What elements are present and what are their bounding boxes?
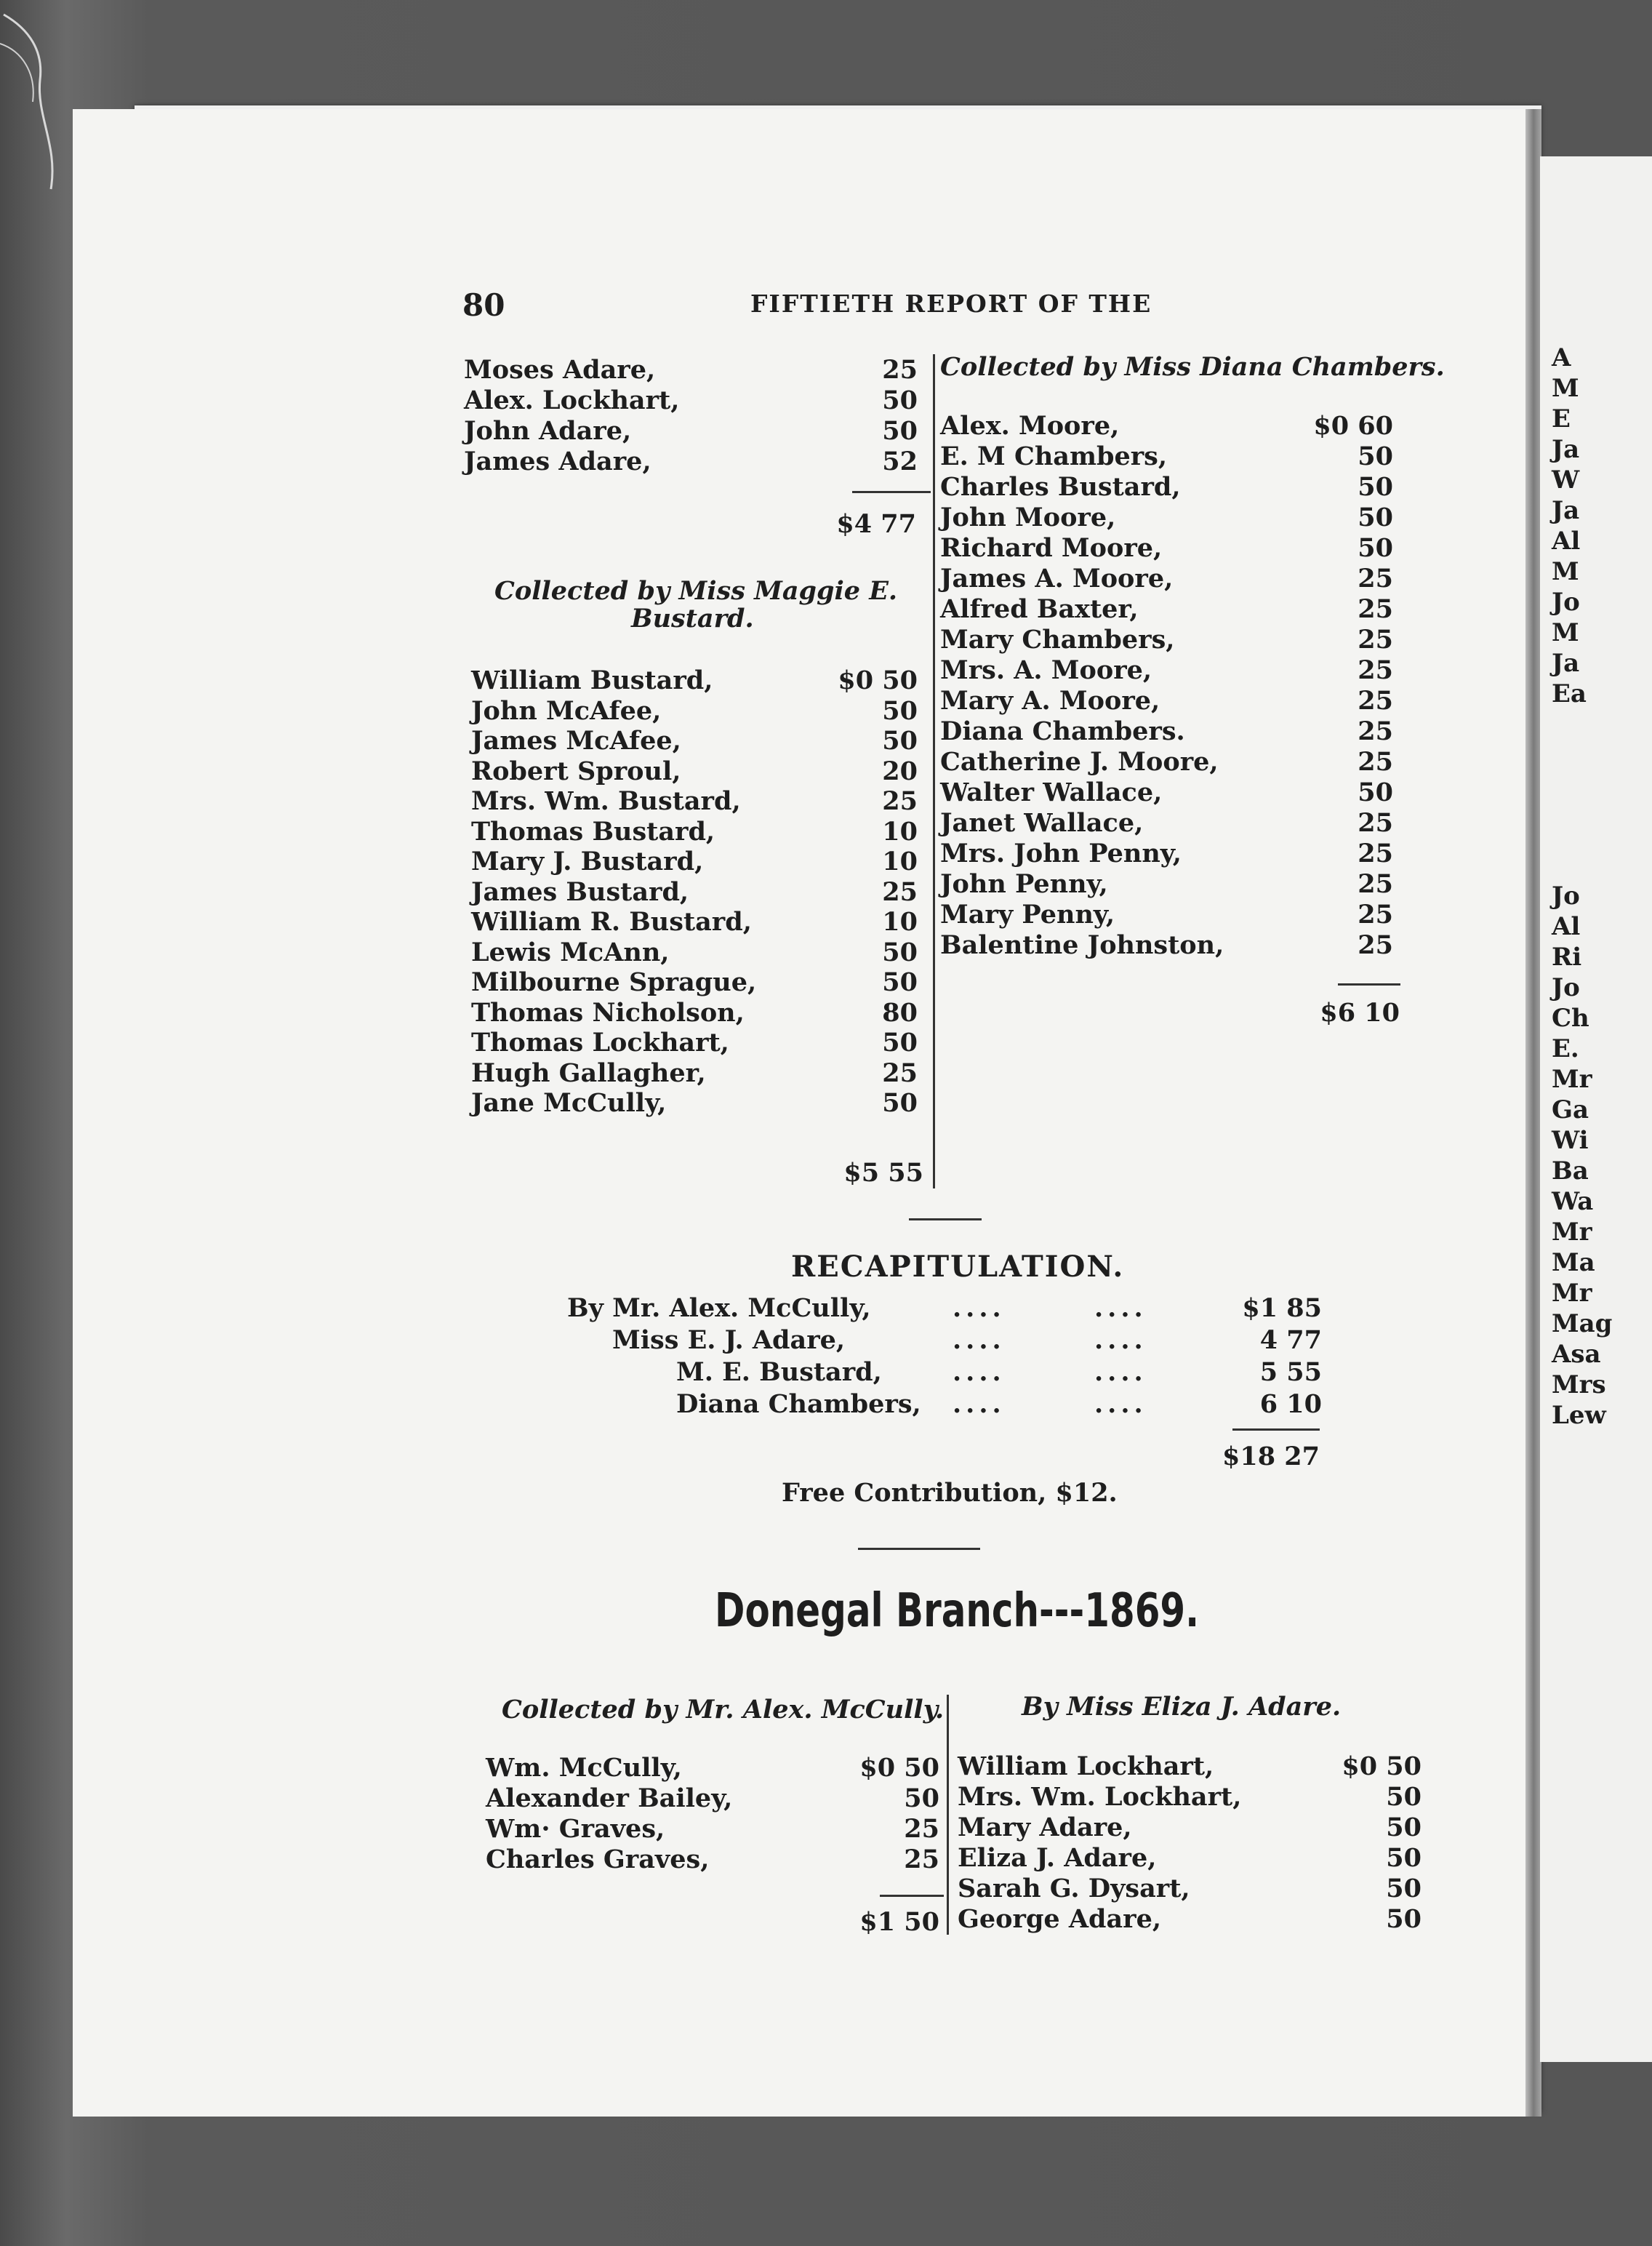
entry-amount: 20 — [882, 756, 918, 786]
entry-amount: 50 — [882, 967, 918, 997]
entry-name: William Lockhart, — [958, 1751, 1214, 1781]
entry-name: Mrs. A. Moore, — [940, 655, 1152, 685]
entry-name: George Adare, — [958, 1904, 1162, 1934]
entry-name: John Penny, — [940, 869, 1108, 899]
donegal-left-total: $1 50 — [859, 1907, 939, 1937]
sum-rule — [1338, 983, 1400, 986]
entry-amount: 80 — [882, 997, 918, 1028]
facing-page-text-fragment: Al — [1552, 912, 1581, 941]
recap-dot-leader: .... — [953, 1325, 1006, 1355]
entry-amount: 25 — [1358, 808, 1393, 838]
sum-rule — [1232, 1428, 1320, 1431]
facing-page-text-fragment: Jo — [1552, 882, 1580, 911]
entry-name: Mrs. Wm. Bustard, — [471, 786, 741, 816]
facing-page-text-fragment: Jo — [1552, 588, 1580, 617]
entry-amount: 25 — [1358, 564, 1393, 594]
entry-name: Robert Sproul, — [471, 756, 681, 786]
sum-rule — [880, 1895, 944, 1897]
facing-page-text-fragment: Ri — [1552, 943, 1582, 972]
entry-amount: 25 — [1358, 839, 1393, 868]
entry-name: Jane McCully, — [471, 1088, 667, 1118]
entry-amount: 25 — [882, 876, 918, 907]
section-rule — [858, 1548, 980, 1550]
entry-name: Mrs. John Penny, — [940, 839, 1182, 868]
facing-page — [1540, 156, 1652, 2062]
entry-amount: 25 — [1358, 747, 1393, 777]
entry-name: Balentine Johnston, — [940, 930, 1224, 960]
entry-name: William Bustard, — [471, 666, 713, 695]
entry-name: Lewis McAnn, — [471, 937, 670, 967]
entry-name: Hugh Gallagher, — [471, 1058, 706, 1088]
entry-name: Moses Adare, — [464, 355, 656, 385]
entry-name: Mary Chambers, — [940, 625, 1175, 655]
entry-name: Mrs. Wm. Lockhart, — [958, 1782, 1242, 1812]
free-contribution: Free Contribution, $12. — [782, 1478, 1118, 1508]
recap-label: M. E. Bustard, — [676, 1357, 882, 1387]
entry-name: Walter Wallace, — [940, 778, 1163, 807]
entry-amount: 25 — [1358, 930, 1393, 960]
bustard-total: $5 55 — [843, 1158, 923, 1188]
entry-amount: 50 — [1386, 1874, 1422, 1903]
column-divider — [933, 354, 935, 1188]
entry-amount: 10 — [882, 847, 918, 876]
entry-amount: $0 50 — [838, 666, 918, 695]
entry-name: Diana Chambers. — [940, 716, 1185, 746]
entry-amount: 50 — [882, 695, 918, 726]
entry-amount: 25 — [1358, 625, 1393, 655]
entry-amount: 50 — [1358, 503, 1393, 532]
facing-page-text-fragment: Lew — [1552, 1401, 1606, 1430]
recap-amount: 4 77 — [1259, 1325, 1322, 1355]
recap-dot-leader: .... — [953, 1389, 1006, 1419]
entry-name: Mary A. Moore, — [940, 686, 1160, 716]
facing-page-text-fragment: Wa — [1552, 1187, 1594, 1216]
entry-name: Wm· Graves, — [486, 1814, 665, 1844]
entry-name: James McAfee, — [471, 726, 681, 756]
facing-page-text-fragment: Ja — [1552, 649, 1580, 678]
entry-name: Charles Bustard, — [940, 472, 1181, 502]
entry-name: Milbourne Sprague, — [471, 967, 757, 997]
column-divider — [947, 1695, 949, 1935]
entry-amount: 25 — [1358, 594, 1393, 624]
chambers-heading: Collected by Miss Diana Chambers. — [940, 352, 1445, 382]
entry-amount: 25 — [882, 1058, 918, 1088]
entry-name: Mary Penny, — [940, 900, 1115, 930]
left-top-total: $4 77 — [836, 509, 916, 539]
entry-amount: 10 — [882, 816, 918, 847]
entry-name: Alex. Moore, — [940, 411, 1120, 441]
entry-amount: 25 — [904, 1845, 939, 1874]
entry-name: Thomas Bustard, — [471, 816, 715, 847]
entry-amount: 50 — [882, 385, 918, 415]
entry-name: Alex. Lockhart, — [464, 385, 680, 415]
entry-name: Alexander Bailey, — [486, 1783, 733, 1813]
donegal-left-heading: Collected by Mr. Alex. McCully. — [502, 1695, 945, 1725]
entry-name: Wm. McCully, — [486, 1753, 682, 1783]
recap-dot-leader: .... — [953, 1293, 1006, 1323]
donegal-right-heading: By Miss Eliza J. Adare. — [1022, 1692, 1342, 1722]
facing-page-text-fragment: E — [1552, 404, 1571, 433]
entry-amount: $0 50 — [1342, 1751, 1422, 1781]
entry-name: Eliza J. Adare, — [958, 1843, 1157, 1873]
entry-amount: 25 — [1358, 900, 1393, 930]
entry-name: Thomas Lockhart, — [471, 1028, 729, 1058]
entry-name: William R. Bustard, — [471, 907, 752, 937]
recap-amount: $1 85 — [1242, 1293, 1322, 1323]
recap-label: Diana Chambers, — [676, 1389, 921, 1419]
section-rule — [909, 1218, 982, 1220]
thread-fiber — [0, 0, 73, 218]
entry-amount: 50 — [1358, 778, 1393, 807]
entry-name: Richard Moore, — [940, 533, 1163, 563]
facing-page-text-fragment: M — [1552, 374, 1579, 403]
entry-amount: 50 — [882, 726, 918, 756]
donegal-title: Donegal Branch---1869. — [715, 1584, 1200, 1638]
entry-amount: 50 — [1386, 1843, 1422, 1873]
recap-dot-leader: .... — [1094, 1389, 1147, 1419]
sum-rule — [852, 491, 931, 493]
recap-amount: 5 55 — [1259, 1357, 1322, 1387]
facing-page-text-fragment: Mag — [1552, 1309, 1613, 1338]
facing-page-text-fragment: Mrs — [1552, 1370, 1606, 1399]
recap-dot-leader: .... — [953, 1357, 1006, 1387]
entry-amount: 50 — [1386, 1782, 1422, 1812]
facing-page-text-fragment: Ma — [1552, 1248, 1595, 1277]
facing-page-text-fragment: E. — [1552, 1034, 1579, 1063]
facing-page-text-fragment: Jo — [1552, 973, 1580, 1002]
page-number: 80 — [462, 287, 505, 323]
facing-page-text-fragment: Mr — [1552, 1279, 1592, 1308]
entry-amount: 50 — [1386, 1813, 1422, 1842]
facing-page-text-fragment: Ch — [1552, 1004, 1589, 1033]
entry-amount: 50 — [882, 1088, 918, 1118]
facing-page-text-fragment: Mr — [1552, 1065, 1592, 1094]
recap-label: By Mr. Alex. McCully, — [567, 1293, 871, 1323]
chambers-total: $6 10 — [1320, 998, 1400, 1028]
facing-page-text-fragment: Ja — [1552, 435, 1580, 464]
entry-name: E. M Chambers, — [940, 441, 1168, 471]
entry-name: Catherine J. Moore, — [940, 747, 1219, 777]
entry-amount: $0 60 — [1313, 411, 1393, 441]
entry-name: John Moore, — [940, 503, 1116, 532]
bustard-heading-line1: Collected by Miss Maggie E. — [494, 576, 898, 606]
facing-page-text-fragment: Wi — [1552, 1126, 1589, 1155]
entry-name: Sarah G. Dysart, — [958, 1874, 1190, 1903]
entry-name: James Adare, — [464, 447, 651, 476]
entry-name: John Adare, — [464, 416, 632, 446]
facing-page-text-fragment: Ja — [1552, 496, 1580, 525]
entry-amount: 25 — [1358, 716, 1393, 746]
entry-amount: 52 — [882, 447, 918, 476]
entry-amount: 50 — [882, 416, 918, 446]
facing-page-text-fragment: M — [1552, 618, 1579, 647]
facing-page-text-fragment: Ba — [1552, 1156, 1589, 1186]
bustard-heading-line2: Bustard. — [631, 604, 754, 634]
entry-amount: 50 — [1358, 441, 1393, 471]
book-gutter — [1525, 109, 1541, 2117]
entry-amount: 50 — [1386, 1904, 1422, 1934]
facing-page-text-fragment: Ea — [1552, 679, 1587, 708]
entry-amount: 25 — [904, 1814, 939, 1844]
entry-name: John McAfee, — [471, 695, 662, 726]
facing-page-text-fragment: Ga — [1552, 1095, 1589, 1124]
entry-name: Janet Wallace, — [940, 808, 1144, 838]
entry-amount: 25 — [1358, 686, 1393, 716]
entry-amount: 50 — [882, 1028, 918, 1058]
facing-page-text-fragment: A — [1552, 343, 1571, 372]
entry-amount: 10 — [882, 907, 918, 937]
entry-amount: 50 — [1358, 533, 1393, 563]
recap-dot-leader: .... — [1094, 1357, 1147, 1387]
entry-amount: 25 — [1358, 655, 1393, 685]
entry-amount: 50 — [1358, 472, 1393, 502]
recap-total: $18 27 — [1222, 1442, 1320, 1471]
recap-amount: 6 10 — [1259, 1389, 1322, 1419]
running-head: FIFTIETH REPORT OF THE — [750, 289, 1152, 318]
entry-amount: 50 — [882, 937, 918, 967]
facing-page-text-fragment: Mr — [1552, 1218, 1592, 1247]
entry-name: James A. Moore, — [940, 564, 1174, 594]
recap-label: Miss E. J. Adare, — [612, 1325, 846, 1355]
entry-amount: 25 — [1358, 869, 1393, 899]
facing-page-text-fragment: Asa — [1552, 1340, 1601, 1369]
entry-name: Mary Adare, — [958, 1813, 1132, 1842]
recap-heading: RECAPITULATION. — [791, 1250, 1125, 1284]
entry-name: Charles Graves, — [486, 1845, 710, 1874]
entry-amount: 25 — [882, 355, 918, 385]
facing-page-text-fragment: M — [1552, 557, 1579, 586]
entry-amount: 50 — [904, 1783, 939, 1813]
recap-dot-leader: .... — [1094, 1325, 1147, 1355]
entry-name: Thomas Nicholson, — [471, 997, 745, 1028]
facing-page-text-fragment: Al — [1552, 527, 1581, 556]
entry-amount: 25 — [882, 786, 918, 816]
entry-name: Mary J. Bustard, — [471, 847, 704, 876]
entry-name: James Bustard, — [471, 876, 689, 907]
entry-name: Alfred Baxter, — [940, 594, 1139, 624]
entry-amount: $0 50 — [859, 1753, 939, 1783]
facing-page-text-fragment: W — [1552, 465, 1580, 495]
recap-dot-leader: .... — [1094, 1293, 1147, 1323]
